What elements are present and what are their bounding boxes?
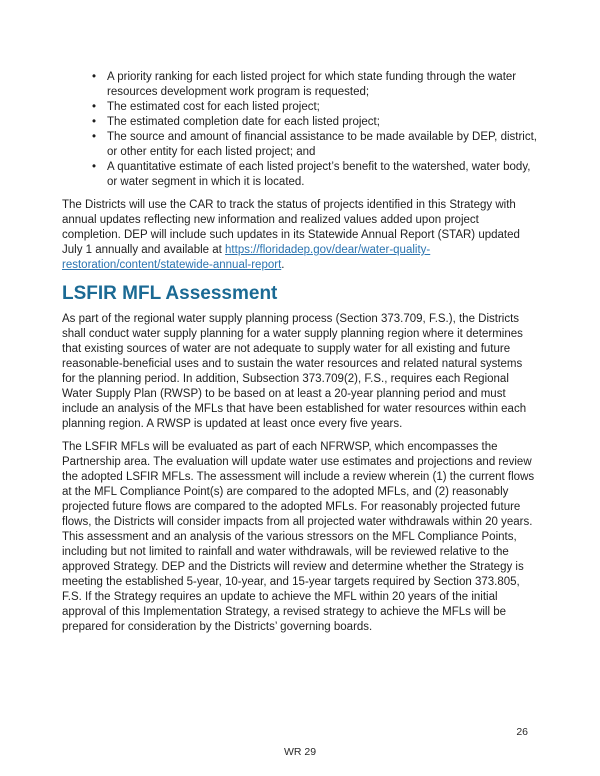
paragraph-regional-planning: As part of the regional water supply planning process (Section 373.709, F.S.), the Districts shall conduct water supply planning for a water supply planning region where it determines that existing sources of water are not adequate to supply water for all existing and future reasonable-beneficial uses and to sustain the water resources and related natural systems for the planning period. In addition, Subsection 373.709(2), F.S., requires each Regional Water Supply Plan (RWSP) to be based on at least a 20-year planning period and must include an analysis of the MFLs that have been established for water resources within each planning region. A RWSP is updated at least once every five years.: [62, 313, 530, 430]
paragraph-mfl-evaluation: The LSFIR MFLs will be evaluated as part of each NFRWSP, which encompasses the Partnership area. The evaluation will update water use estimates and projections and review the adopted LSFIR MFLs. The assessment will include a review wherein (1) the current flows at the MFL Compliance Point(s) are compared to the adopted MFLs, and (2) reasonably projected future flows are compared to the adopted MFLs. For reasonably projected future flows, the Districts will consider impacts from all projected water withdrawals within 20 years. This assessment and an analysis of the various stressors on the MFL Compliance Points, including but not limited to rainfall and water withdrawals, will be reviewed relative to the approved Strategy. DEP and the Districts will review and determine whether the Strategy is meeting the established 5-year, 10-year, and 15-year targets required by Section 373.805, F.S. If the Strategy requires an update to achieve the MFL within 20 years of the initial approval of this Implementation Strategy, a revised strategy to achieve the MFLs will be prepared for consideration by the Districts’ governing boards.: [62, 441, 539, 633]
paragraph-text: The Districts will use the CAR to track the status of projects identified in this Strategy with annual updates reflecting new information and realized values added upon project completion. DEP will include such updates in its Statewide Annual Report (STAR) updated July 1 annually and available at: [62, 199, 524, 256]
list-item: • The estimated cost for each listed project;: [107, 100, 538, 115]
section-heading-lsfir-mfl-assessment: LSFIR MFL Assessment: [62, 283, 278, 304]
list-item: • The source and amount of financial assistance to be made available by DEP, district, or other entity for each listed project; and: [107, 130, 538, 160]
statewide-annual-report-link[interactable]: https://floridadep.gov/dear/water-quality-restoration/content/statewide-annual-report: [62, 244, 431, 271]
page-content: [62, 70, 538, 635]
paragraph-car-tracking: [62, 198, 538, 273]
bullet-list: [62, 70, 538, 190]
footer-doc-code: WR 29: [283, 746, 317, 758]
paragraph-text: .: [281, 259, 285, 271]
page-number: 26: [516, 726, 528, 738]
list-item: • A priority ranking for each listed project for which state funding through the water resources development work program is requested;: [107, 70, 538, 100]
list-item: • The estimated completion date for each listed project;: [107, 115, 538, 130]
list-item: • A quantitative estimate of each listed project’s benefit to the watershed, water body, or water segment in which it is located.: [107, 160, 538, 190]
